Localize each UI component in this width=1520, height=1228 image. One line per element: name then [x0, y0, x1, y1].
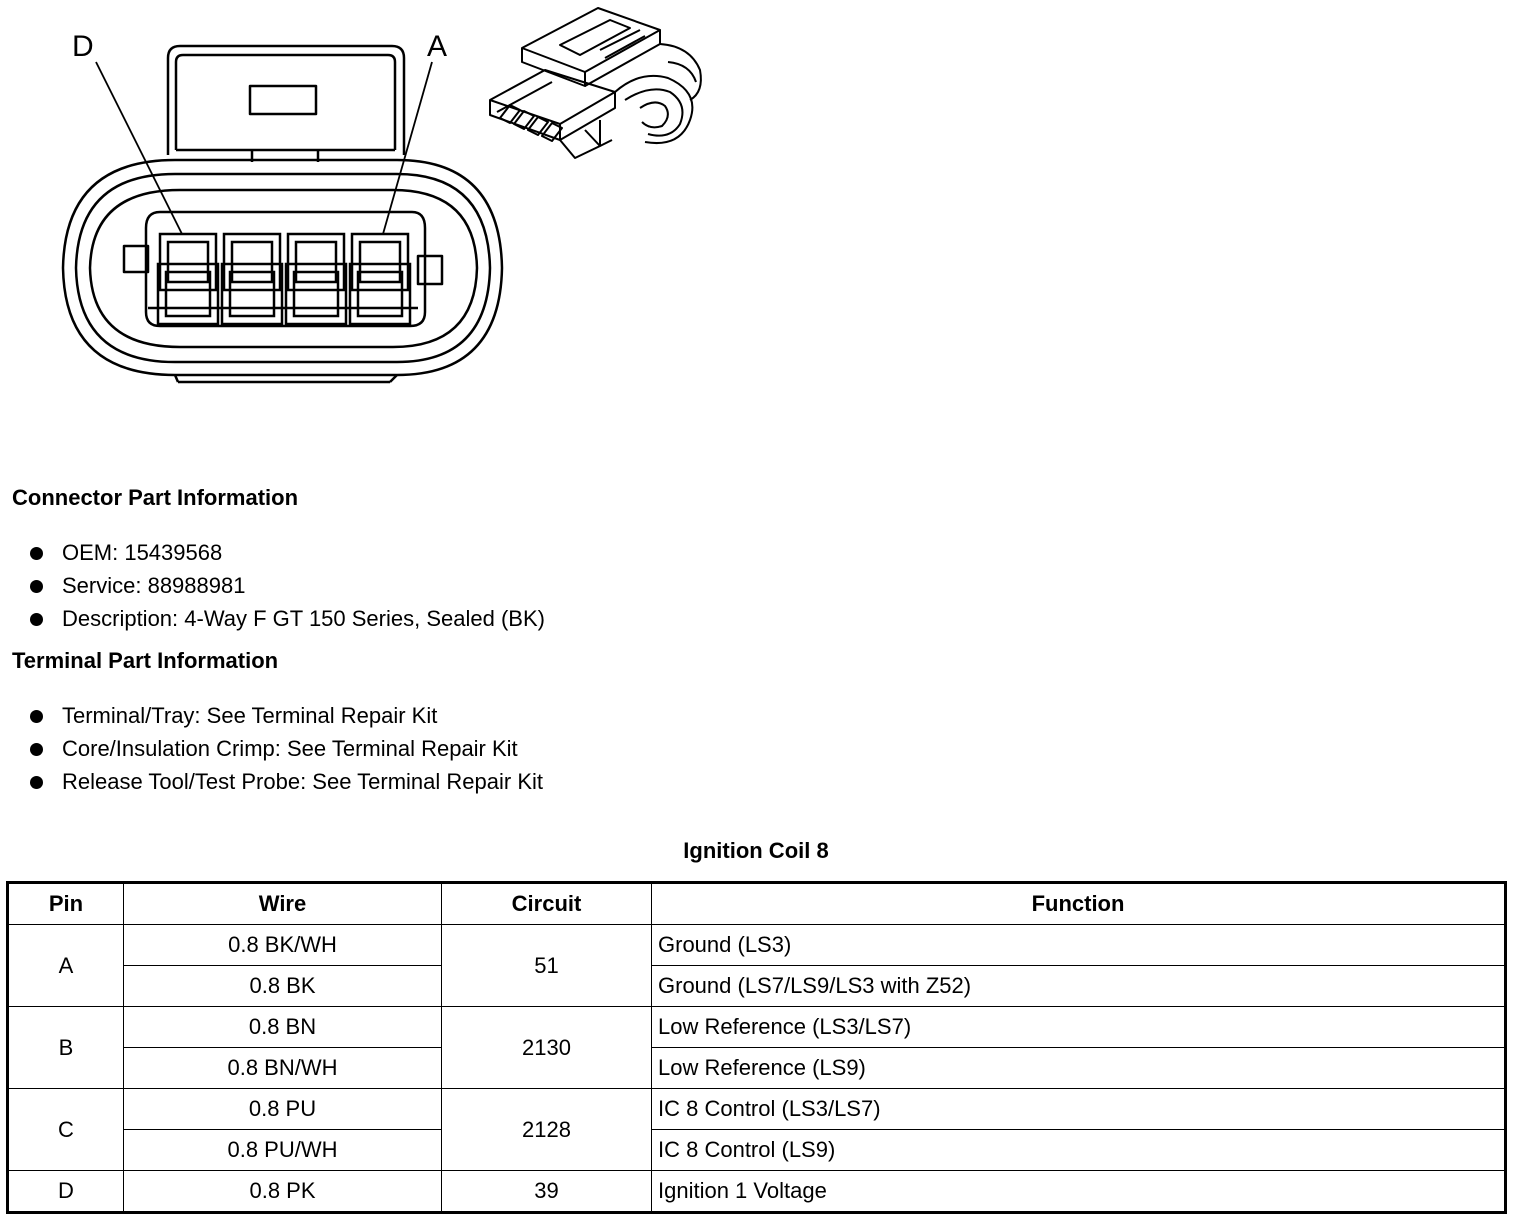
circuit-cell: 2128: [442, 1089, 652, 1171]
table-row: [8, 1007, 1506, 1048]
table-row: [8, 1130, 1506, 1171]
terminal-info-list: [30, 701, 543, 800]
table-row: [8, 1089, 1506, 1130]
pin-cell: D: [8, 1171, 124, 1213]
function-cell: Ignition 1 Voltage: [652, 1171, 1506, 1213]
bullet-icon: [30, 743, 43, 756]
wire-cell: 0.8 PU: [124, 1089, 442, 1130]
terminal-cavity: [286, 234, 346, 324]
connector-info-title: Connector Part Information: [12, 485, 299, 510]
pin-cell: A: [8, 925, 124, 1007]
list-item: Description: 4-Way F GT 150 Series, Sealed (BK): [30, 604, 545, 637]
list-item: Core/Insulation Crimp: See Terminal Repair Kit: [30, 734, 543, 767]
terminal-cavity: [222, 234, 282, 324]
function-cell: IC 8 Control (LS9): [652, 1130, 1506, 1171]
wire-cell: 0.8 BK/WH: [124, 925, 442, 966]
table-row: [8, 1171, 1506, 1213]
connector-latch: [168, 46, 404, 155]
terminal-info-title: Terminal Part Information: [12, 648, 279, 673]
function-cell: Low Reference (LS3/LS7): [652, 1007, 1506, 1048]
table-header-row: [8, 883, 1506, 925]
table-row: [8, 925, 1506, 966]
terminal-cavity: [350, 234, 410, 324]
pin-label-a: A: [427, 30, 448, 63]
wire-cell: 0.8 BK: [124, 966, 442, 1007]
terminal-cavity: [158, 234, 218, 324]
wire-cell: 0.8 PU/WH: [124, 1130, 442, 1171]
pin-label-d: D: [72, 30, 94, 63]
bullet-icon: [30, 710, 43, 723]
wire-cell: 0.8 BN: [124, 1007, 442, 1048]
bullet-icon: [30, 547, 43, 560]
function-cell: Low Reference (LS9): [652, 1048, 1506, 1089]
header-wire: Wire: [124, 883, 442, 925]
bullet-icon: [30, 776, 43, 789]
connector-info-list: [30, 538, 545, 637]
wire-cell: 0.8 BN/WH: [124, 1048, 442, 1089]
function-cell: Ground (LS7/LS9/LS3 with Z52): [652, 966, 1506, 1007]
table-row: [8, 966, 1506, 1007]
circuit-cell: 51: [442, 925, 652, 1007]
list-item: Release Tool/Test Probe: See Terminal Repair Kit: [30, 767, 543, 800]
list-item: OEM: 15439568: [30, 538, 545, 571]
pin-cell: C: [8, 1089, 124, 1171]
list-item: Service: 88988981: [30, 571, 545, 604]
connector-isometric-view: [490, 8, 701, 158]
circuit-cell: 2130: [442, 1007, 652, 1089]
header-circuit: Circuit: [442, 883, 652, 925]
list-item: Terminal/Tray: See Terminal Repair Kit: [30, 701, 543, 734]
table-title: Ignition Coil 8: [683, 838, 829, 863]
header-pin: Pin: [8, 883, 124, 925]
bullet-icon: [30, 613, 43, 626]
circuit-cell: 39: [442, 1171, 652, 1213]
bullet-icon: [30, 580, 43, 593]
table-row: [8, 1048, 1506, 1089]
function-cell: Ground (LS3): [652, 925, 1506, 966]
pin-cell: B: [8, 1007, 124, 1089]
header-function: Function: [652, 883, 1506, 925]
wire-cell: 0.8 PK: [124, 1171, 442, 1213]
function-cell: IC 8 Control (LS3/LS7): [652, 1089, 1506, 1130]
connector-diagram: [0, 0, 720, 400]
pinout-table: [6, 881, 1507, 1214]
